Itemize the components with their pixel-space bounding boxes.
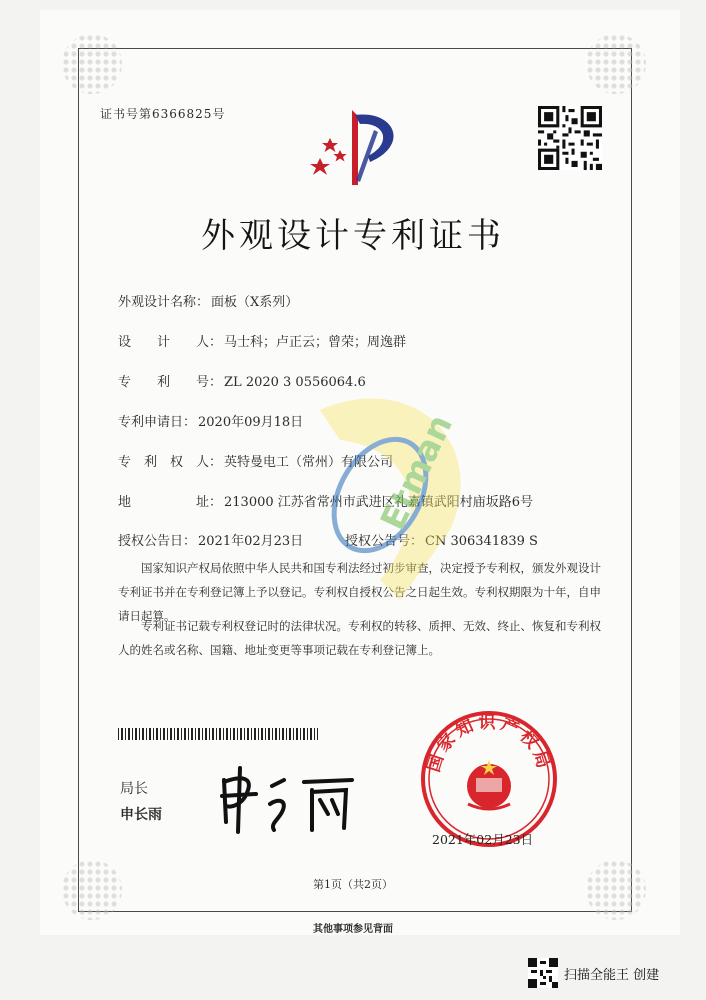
grant-paragraph: 国家知识产权局依照中华人民共和国专利法经过初步审查，决定授予专利权，颁发外观设计专利证书并在专利登记簿上予以登记。专利权自授权公告之日起生效。专利权期限为十年，自申请日起算。: [118, 561, 601, 623]
certificate-title: 外观设计专利证书: [201, 216, 505, 256]
field-label: 授权公告日：: [118, 534, 197, 549]
qr-code-icon: [528, 958, 558, 988]
field-value: 2021年02月23日: [198, 534, 304, 549]
watermark-text: Etman: [373, 408, 461, 537]
field-value: CN 306341839 S: [425, 534, 538, 549]
field-value: 马士科；卢正云；曾荣；周逸群: [224, 335, 407, 350]
etman-watermark: [300, 380, 480, 610]
seal-date: 2021年02月23日: [432, 832, 534, 847]
field-grant-date: [118, 530, 303, 549]
back-note: 其他事项参见背面: [313, 924, 393, 935]
field-label: 专 利 权 人：: [118, 455, 223, 470]
field-design-name: [118, 291, 298, 310]
field-value: 英特曼电工（常州）有限公司: [224, 455, 394, 470]
legal-status-paragraph: 专利证书记载专利权登记时的法律状况。专利权的转移、质押、无效、终止、恢复和专利权人的姓名或名称、国籍、地址变更等事项记载在专利登记簿上。: [118, 619, 601, 657]
field-label: 外观设计名称：: [118, 295, 210, 310]
scanner-badge: [528, 958, 659, 988]
field-filing-date: [118, 411, 303, 430]
field-label: 授权公告号：: [345, 534, 424, 549]
scanner-badge-text: 扫描全能王 创建: [564, 967, 660, 983]
field-value: 2020年09月18日: [198, 415, 304, 430]
field-value: 213000 江苏省常州市武进区礼嘉镇武阳村庙坂路6号: [224, 495, 534, 510]
corner-ornament: [586, 34, 646, 94]
barcode: [118, 728, 318, 740]
field-label: 设 计 人：: [118, 335, 223, 350]
seal-text: 国家知识产权局: [423, 713, 555, 775]
signature-icon: [212, 760, 362, 840]
field-label: 专 利 号：: [118, 375, 223, 390]
official-seal-icon: [418, 708, 560, 850]
field-designers: [118, 331, 406, 350]
corner-ornament: [62, 34, 122, 94]
director-name: 申长雨: [120, 807, 162, 823]
field-label: 专利申请日：: [118, 415, 197, 430]
cnipa-emblem-icon: [300, 100, 410, 190]
page-indicator: 第1页（共2页）: [313, 878, 393, 891]
certificate-number: 证书号第6366825号: [100, 107, 226, 121]
qr-code-icon: [538, 106, 602, 170]
field-label: 地 址：: [118, 495, 223, 510]
field-value: 面板（X系列）: [211, 295, 299, 310]
field-value: ZL 2020 3 0556064.6: [224, 375, 366, 390]
director-label: 局长: [120, 781, 148, 797]
